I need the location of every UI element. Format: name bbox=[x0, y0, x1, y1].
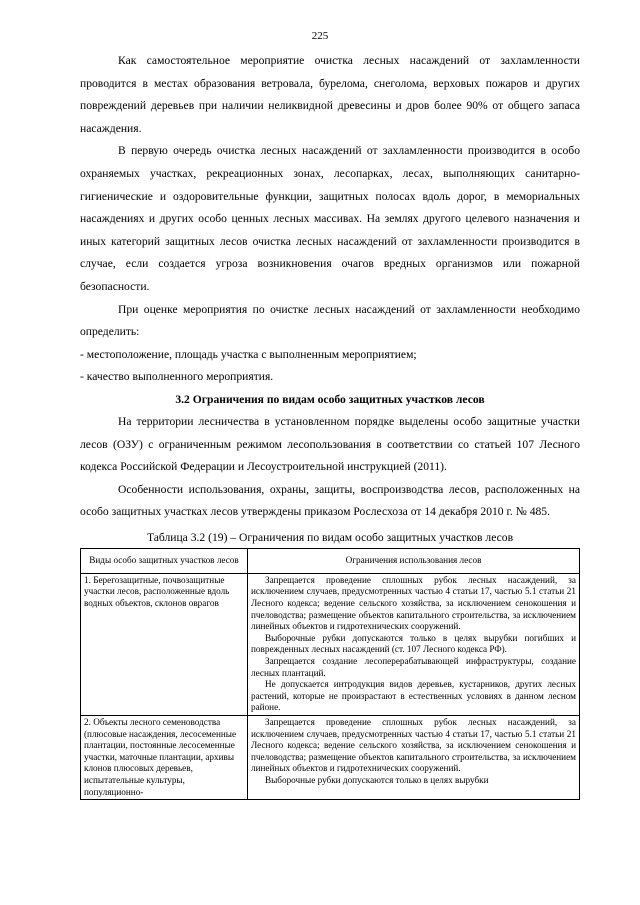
paragraph: Особенности использования, охраны, защиты, воспроизводства лесов, расположенных на особо защитных участках лесов утверждены приказом Рослесхоза от 14 декабря 2010 г. № 485. bbox=[80, 482, 580, 519]
document-body bbox=[80, 50, 580, 800]
paragraph: В первую очередь очистка лесных насаждений от захламленности производится в особо охраняемых участках, рекреационных зонах, лесопарках, лесах, выполняющих санитарно-гигиенические и оздоровительные функции, защитных полосах вдоль дорог, в мемориальных насаждениях и других особо ценных лесных массивах. На землях другого целевого назначения и иных категорий защитных лесов очистка лесных насаждений от захламленности производится в случае, если создается угроза возникновения очагов вредных организмов или пожарной безопасности. bbox=[80, 144, 580, 293]
row-restrictions-cell bbox=[248, 573, 580, 715]
paragraph: При оценке мероприятия по очистке лесных насаждений от захламленности необходимо определить: bbox=[80, 302, 580, 339]
section-heading: 3.2 Ограничения по видам особо защитных участков лесов bbox=[175, 392, 485, 406]
paragraph: На территории лесничества в установленном порядке выделены особо защитные участки лесов (ОЗУ) с ограниченным режимом лесопользования в соответствии со статьей 107 Лесного кодекса Российской Федерации и Лесоустроительной инструкцией (2011). bbox=[80, 414, 580, 474]
restriction-text: Запрещается создание лесоперерабатывающей инфраструктуры, создание лесных плантаций. bbox=[251, 656, 576, 678]
table-row bbox=[81, 716, 580, 800]
table-row bbox=[81, 573, 580, 715]
column-header-type: Виды особо защитных участков лесов bbox=[81, 548, 248, 573]
restriction-text: Запрещается проведение сплошных рубок лесных насаждений, за исключением случаев, предусмотренных частью 4 статьи 17, частью 5.1 статьи 21 Лесного кодекса; ведение сельского хозяйства, за исключением сенокошения и пчеловодства; размещение объектов капитального строительства, за исключением линейных объектов и гидротехнических сооружений. bbox=[251, 717, 576, 774]
row-restrictions-cell bbox=[248, 716, 580, 800]
column-header-restrictions: Ограничения использования лесов bbox=[248, 548, 580, 573]
restriction-text: Запрещается проведение сплошных рубок лесных насаждений, за исключением случаев, предусмотренных частью 4 статьи 17, частью 5.1 статьи 21 Лесного кодекса; ведение сельского хозяйства, за исключением сенокошения и пчеловодства; размещение объектов капитального строительства, за исключением линейных объектов и гидротехнических сооружений. bbox=[251, 574, 576, 632]
table-caption: Таблица 3.2 (19) – Ограничения по видам особо защитных участков лесов bbox=[146, 530, 514, 544]
restriction-text: Выборочные рубки допускаются только в целях вырубки погибших и поврежденных лесных насаждений (ст. 107 Лесного кодекса РФ). bbox=[251, 632, 576, 655]
row-type-cell: 2. Объекты лесного семеноводства (плюсовые насаждения, лесосеменные плантации, постоянные лесосеменные участки, маточные плантации, архивы клонов плюсовых деревьев, испытательные культуры, популяционно- bbox=[81, 716, 248, 800]
page-number: 225 bbox=[311, 30, 329, 42]
list-item: - местоположение, площадь участка с выполненным мероприятием; bbox=[80, 347, 417, 361]
row-type-cell: 1. Берегозащитные, почвозащитные участки лесов, расположенные вдоль водных объектов, склонов оврагов bbox=[81, 573, 248, 715]
list-item: - качество выполненного мероприятия. bbox=[80, 370, 274, 384]
restriction-text: Не допускается интродукция видов деревьев, кустарников, других лесных растений, которые не произрастают в естественных условиях в данном лесном районе. bbox=[251, 679, 576, 713]
restrictions-table bbox=[80, 548, 580, 800]
paragraph: Как самостоятельное мероприятие очистка лесных насаждений от захламленности проводится в местах образования ветровала, бурелома, снеголома, верховых пожаров и других повреждений деревьев при наличии неликвидной древесины и дров более 90% от общего запаса насаждения. bbox=[80, 54, 580, 135]
table-header-row bbox=[81, 548, 580, 573]
restriction-text: Выборочные рубки допускаются только в целях вырубки bbox=[265, 774, 489, 785]
